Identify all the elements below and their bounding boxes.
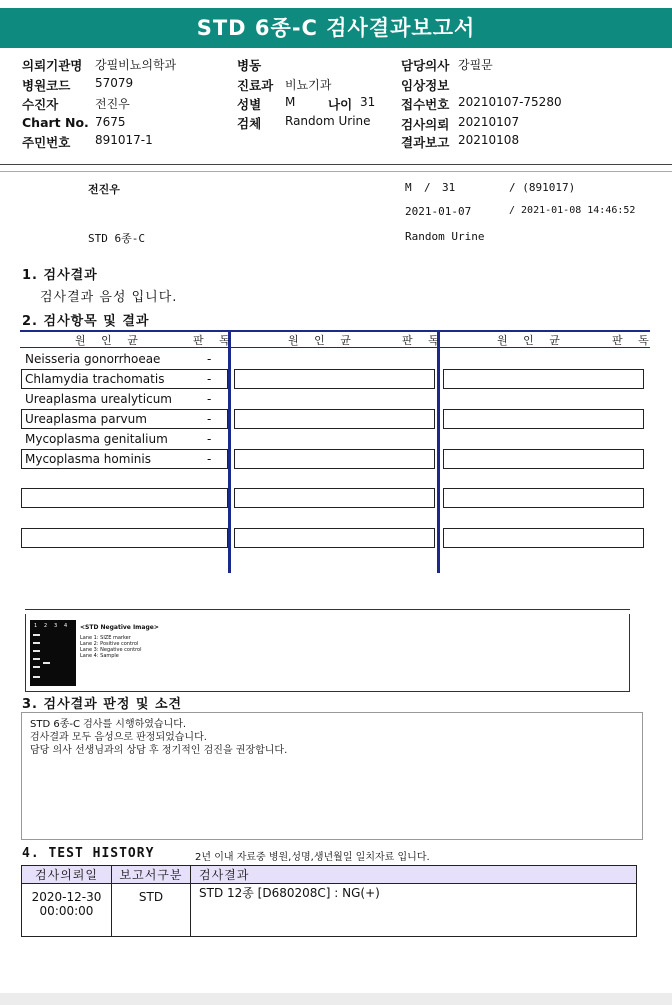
gel-legend-line: Lane 2: Positive control	[80, 641, 139, 647]
sub-age: 31	[442, 181, 456, 194]
hospital-label: 의뢰기관명	[22, 58, 83, 73]
sub-patient-name: 전진우	[88, 183, 120, 196]
result-row-box	[21, 528, 228, 548]
gel-legend-title: <STD Negative Image>	[80, 624, 159, 631]
gel-lane-label: 2	[44, 623, 48, 629]
history-date: 2020-12-30	[31, 890, 102, 904]
header-divider	[0, 164, 672, 165]
section4-title: 4. TEST HISTORY	[22, 846, 155, 861]
gel-lane-label: 3	[54, 623, 58, 629]
report-date-value: 20210108	[458, 133, 520, 147]
pathogen-result: -	[207, 352, 212, 366]
pathogen-result: -	[207, 372, 212, 386]
sub-slash: /	[424, 181, 431, 194]
section1-title: 1. 검사결과	[22, 268, 98, 283]
dept-label: 진료과	[237, 78, 274, 93]
gel-band	[33, 634, 40, 636]
history-time: 00:00:00	[39, 904, 94, 918]
col-pathogen-header: 원 인 균	[288, 334, 357, 347]
age-label: 나이	[328, 97, 353, 112]
gel-legend	[80, 625, 159, 659]
header-divider-light	[0, 171, 672, 172]
clinical-label: 임상정보	[401, 78, 450, 93]
results-grid-divider-2	[437, 330, 440, 573]
sex-label: 성별	[237, 97, 262, 112]
receipt-label: 접수번호	[401, 97, 450, 112]
section2-title: 2. 검사항목 및 결과	[22, 314, 150, 329]
gel-legend-line: Lane 3: Negative control	[80, 647, 142, 653]
doctor-label: 담당의사	[401, 58, 450, 73]
sub-specimen: Random Urine	[405, 230, 485, 243]
specimen-value: Random Urine	[285, 114, 371, 128]
gel-band	[33, 666, 40, 668]
gel-image	[30, 620, 76, 686]
request-value: 20210107	[458, 115, 520, 129]
table-row	[22, 884, 637, 937]
col-result-header: 판 독	[612, 334, 655, 347]
opinion-line: 담당 의사 선생님과의 상담 후 정기적인 검진을 권장합니다.	[30, 745, 288, 756]
sub-date-reported: / 2021-01-08 14:46:52	[509, 205, 636, 216]
specimen-label: 검체	[237, 116, 262, 131]
receipt-value: 20210107-75280	[458, 95, 562, 109]
pathogen-name: Chlamydia trachomatis	[25, 372, 165, 386]
opinion-line: 검사결과 모두 음성으로 판정되었습니다.	[30, 732, 207, 743]
result-row-box	[234, 409, 435, 429]
pathogen-result: -	[207, 392, 212, 406]
sub-date-requested: 2021-01-07	[405, 205, 472, 218]
ward-label: 병동	[237, 58, 262, 73]
results-grid-divider-1	[228, 330, 231, 573]
pathogen-name: Ureaplasma parvum	[25, 412, 147, 426]
result-row-box	[234, 528, 435, 548]
patient-label: 수진자	[22, 97, 59, 112]
col-result-header: 판 독	[193, 334, 236, 347]
page-footer	[0, 993, 672, 1005]
gel-band	[33, 650, 40, 652]
result-row-box	[443, 449, 644, 469]
pathogen-result: -	[207, 412, 212, 426]
col-result-header: 판 독	[402, 334, 445, 347]
opinion-line: STD 6종-C 검사를 시행하였습니다.	[30, 719, 187, 730]
pathogen-name: Mycoplasma genitalium	[25, 432, 168, 446]
opinion-box	[21, 712, 643, 840]
resident-label: 주민번호	[22, 135, 71, 150]
history-note: 2년 이내 자료중 병원,성명,생년월일 일치자료 입니다.	[195, 852, 430, 863]
pathogen-result: -	[207, 452, 212, 466]
result-row-box	[234, 488, 435, 508]
sub-birth: / (891017)	[509, 181, 576, 194]
pathogen-name: Neisseria gonorrhoeae	[25, 352, 161, 366]
gel-band	[43, 662, 50, 664]
result-row-box	[443, 488, 644, 508]
doctor-value: 강필문	[458, 58, 493, 72]
code-label: 병원코드	[22, 78, 71, 93]
sub-test-name: STD 6종-C	[88, 232, 145, 245]
history-result: STD 12종 [D680208C] : NG(+)	[191, 884, 637, 937]
patient-value: 전진우	[95, 97, 130, 111]
resident-value: 891017-1	[95, 133, 153, 147]
code-value: 57079	[95, 76, 134, 90]
image-top-line	[25, 609, 630, 610]
request-label: 검사의뢰	[401, 117, 450, 132]
gel-lane-label: 1	[34, 623, 38, 629]
report-title: STD 6종-C 검사결과보고서	[0, 8, 672, 48]
col-pathogen-header: 원 인 균	[75, 334, 144, 347]
result-row-box	[234, 369, 435, 389]
history-table	[21, 865, 637, 937]
dept-value: 비뇨기과	[285, 78, 332, 92]
section3-title: 3. 검사결과 판정 및 소견	[22, 697, 183, 712]
result-row-box	[443, 528, 644, 548]
result-row-box	[443, 409, 644, 429]
report-date-label: 결과보고	[401, 135, 450, 150]
gel-lane-label: 4	[64, 623, 68, 629]
gel-band	[33, 642, 40, 644]
gel-band	[33, 676, 40, 678]
history-col-result: 검사결과	[191, 866, 637, 884]
history-type: STD	[112, 884, 191, 937]
pathogen-name: Ureaplasma urealyticum	[25, 392, 172, 406]
history-col-date: 검사의뢰일	[22, 866, 112, 884]
section1-text: 검사결과 음성 입니다.	[40, 290, 178, 305]
sex-value: M	[285, 95, 296, 109]
result-row-box	[21, 488, 228, 508]
history-header-row	[22, 866, 637, 884]
chart-value: 7675	[95, 115, 126, 129]
hospital-value: 강필비뇨의학과	[95, 58, 177, 72]
chart-label: Chart No.	[22, 115, 89, 130]
history-date-cell	[22, 884, 112, 937]
pathogen-result: -	[207, 432, 212, 446]
pathogen-name: Mycoplasma hominis	[25, 452, 151, 466]
result-row-box	[443, 369, 644, 389]
gel-legend-line: Lane 1: SIZE marker	[80, 635, 131, 641]
history-col-type: 보고서구분	[112, 866, 191, 884]
sub-sex: M	[405, 181, 412, 194]
gel-band	[33, 658, 40, 660]
col-pathogen-header: 원 인 균	[497, 334, 566, 347]
gel-legend-line: Lane 4: Sample	[80, 653, 119, 659]
age-value: 31	[360, 95, 376, 109]
header-info	[0, 52, 672, 164]
result-row-box	[234, 449, 435, 469]
